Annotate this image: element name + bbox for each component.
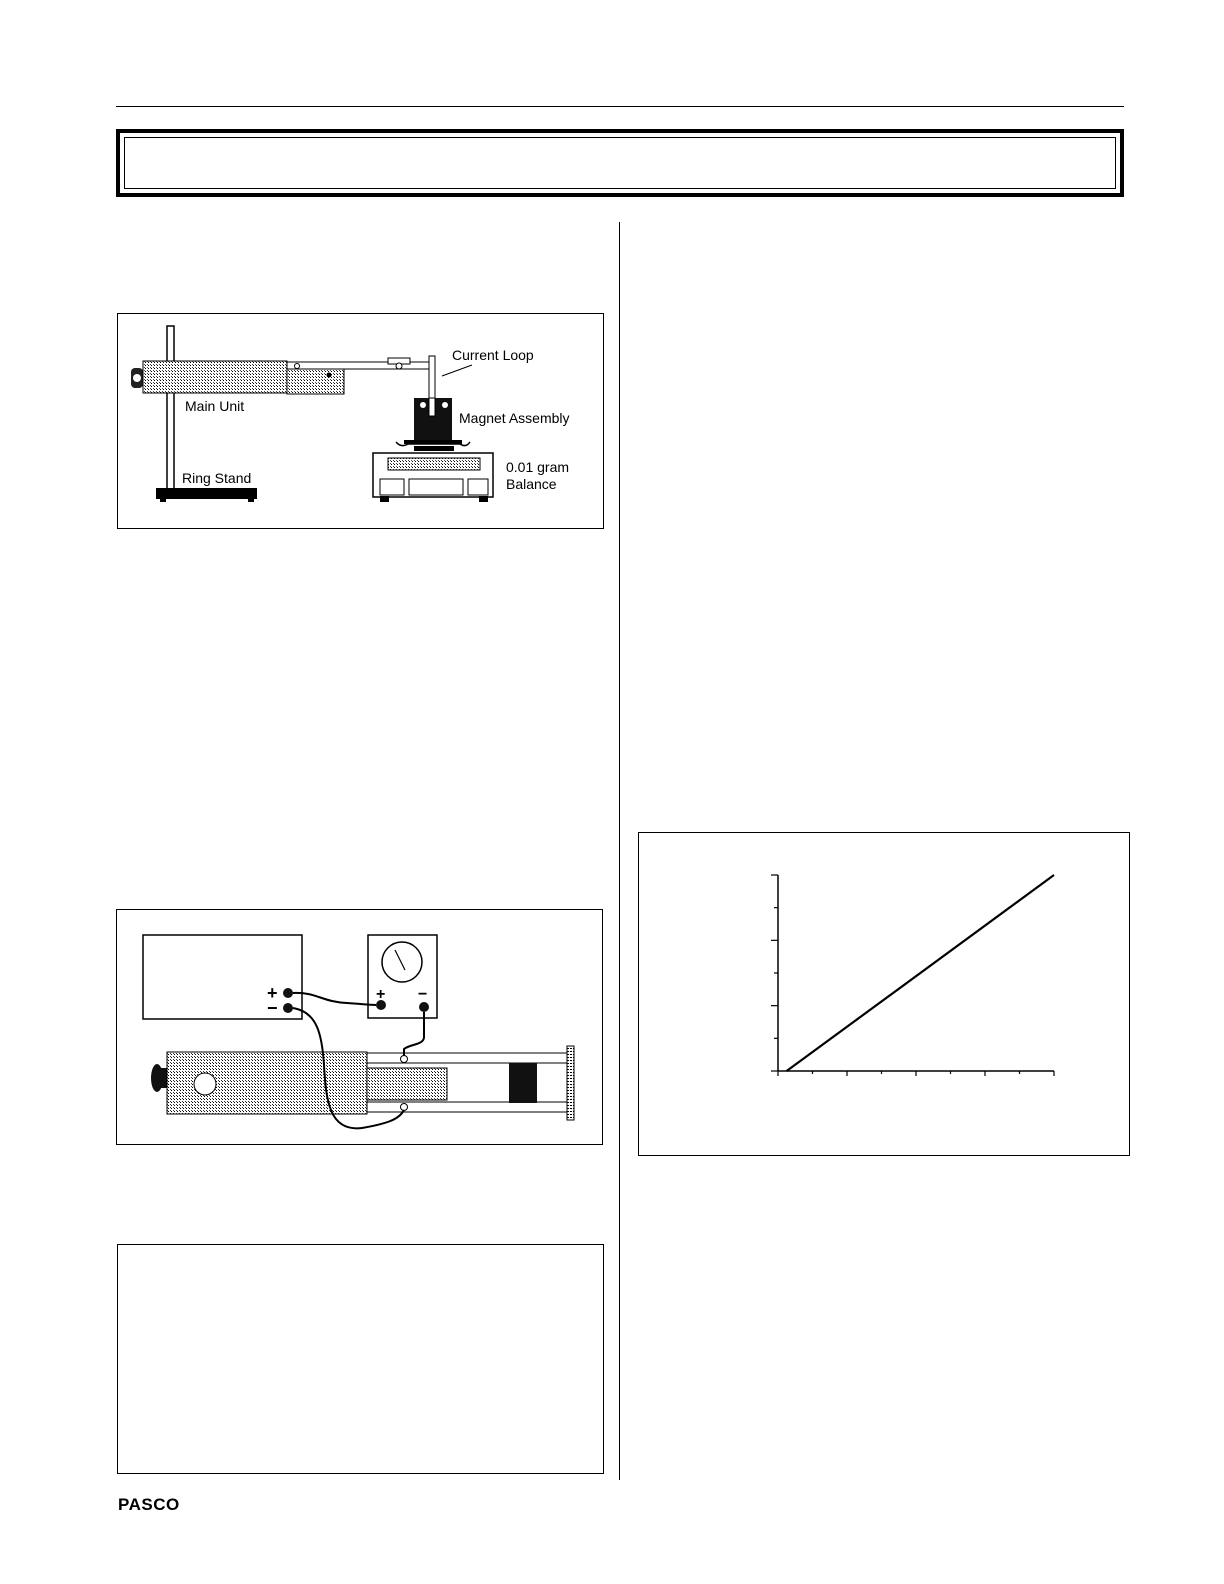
balance bbox=[373, 453, 493, 502]
label-main-unit: Main Unit bbox=[185, 398, 245, 414]
label-balance-line1: 0.01 gram bbox=[506, 459, 570, 475]
power-supply bbox=[143, 935, 302, 1019]
setup-drawing bbox=[118, 314, 603, 528]
line-chart bbox=[639, 833, 1129, 1155]
pasco-logo: PASCO bbox=[118, 1495, 180, 1514]
meter-minus-terminal: − bbox=[418, 986, 428, 1003]
wiring-drawing bbox=[117, 910, 602, 1144]
label-ring-stand: Ring Stand bbox=[182, 470, 252, 486]
label-magnet-assembly: Magnet Assembly bbox=[459, 410, 570, 426]
title-banner-inner-border bbox=[124, 137, 1116, 189]
supply-plus-terminal: + bbox=[267, 983, 278, 1003]
setup-figure bbox=[117, 313, 604, 529]
label-current-loop: Current Loop bbox=[452, 347, 534, 363]
meter-plus-terminal: + bbox=[376, 986, 386, 1003]
wiring-figure bbox=[116, 909, 603, 1145]
main-unit bbox=[143, 358, 432, 394]
ammeter bbox=[368, 935, 437, 1018]
title-banner bbox=[116, 129, 1124, 197]
blank-box bbox=[117, 1244, 604, 1474]
label-balance-line2: Balance bbox=[506, 476, 557, 492]
chart-series bbox=[787, 875, 1054, 1071]
main-unit-top-view bbox=[151, 1046, 574, 1120]
line-graph-figure bbox=[638, 832, 1130, 1156]
column-divider bbox=[619, 222, 620, 1480]
clamp-knob bbox=[131, 368, 143, 388]
supply-minus-terminal: − bbox=[267, 998, 278, 1018]
header-rule bbox=[116, 106, 1124, 107]
series-line bbox=[787, 875, 1054, 1071]
